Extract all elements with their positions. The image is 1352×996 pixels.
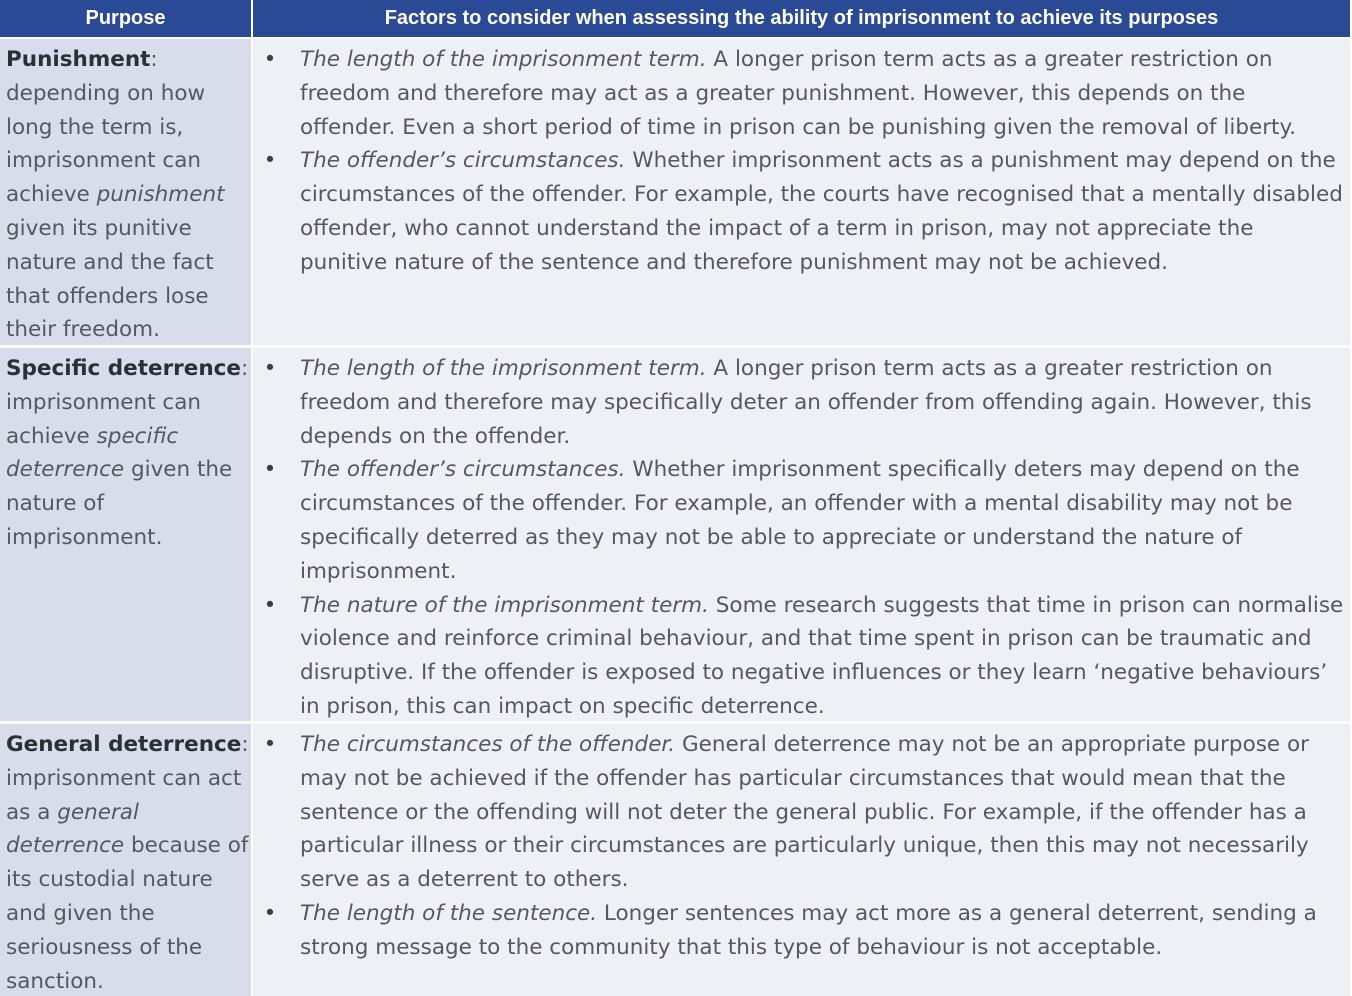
factor-list [253, 728, 1344, 965]
bullet-icon: • [263, 592, 277, 618]
factor-lead: The length of the imprisonment term. [300, 47, 707, 72]
factor-list [253, 43, 1344, 280]
bullet-icon: • [263, 900, 277, 926]
factor-item [253, 728, 1344, 897]
bullet-icon: • [263, 732, 277, 757]
purpose-title: Punishment [6, 47, 151, 72]
factor-lead: The offender’s circumstances. [300, 148, 626, 174]
factor-lead: The nature of the imprisonment term. [300, 592, 709, 618]
header-purpose: Purpose [0, 0, 251, 37]
header-factors: Factors to consider when assessing the ability of imprisonment to achieve its purposes [253, 0, 1350, 37]
factor-list [253, 352, 1344, 721]
factor-item [253, 352, 1344, 453]
purpose-desc-end: given its punitive nature and the fact that offenders lose their freedom. [6, 215, 214, 343]
bullet-icon: • [263, 356, 277, 381]
factor-item [253, 43, 1344, 144]
factor-item [253, 453, 1344, 588]
purpose-title: General deterrence [6, 732, 242, 757]
factor-item [253, 897, 1344, 965]
purpose-cell-punishment [0, 39, 251, 345]
purpose-title-colon: : [241, 732, 249, 757]
purpose-desc-emphasis: specific deterrence [6, 423, 179, 483]
factor-text: Whether imprisonment acts as a punishment may depend on the circumstances of the offender. For example, the courts have recognised that a mentally disabled offender, who cannot understand the impact of a term in prison, may not appreciate the punitive nature of the sentence and therefore punishment may not be achieved. [300, 148, 1343, 275]
factors-cell-general-deterrence [253, 724, 1350, 996]
factor-lead: The length of the imprisonment term. [300, 356, 707, 381]
purpose-desc-end: given the nature of imprisonment. [6, 457, 233, 550]
purpose-title-colon: : [241, 356, 249, 381]
purpose-desc-end: because of its custodial nature and given the seriousness of the sanction. [6, 833, 249, 994]
bullet-icon: • [263, 47, 277, 72]
factor-item [253, 144, 1344, 279]
factor-lead: The length of the sentence. [300, 900, 598, 926]
factor-text: A longer prison term acts as a greater restriction on freedom and therefore may act as a greater punishment. However, this depends on the offender. Even a short period of time in prison can be punishing given the removal of liberty. [300, 47, 1296, 140]
factor-lead: The offender’s circumstances. [300, 457, 626, 483]
factor-text: Whether imprisonment specifically deters may depend on the circumstances of the offender. For example, an offender with a mental disability may not be specifically deterred as they may not be able to appreciate or understand the nature of imprisonment. [300, 457, 1300, 584]
factor-item [253, 589, 1344, 721]
factors-cell-specific-deterrence [253, 348, 1350, 721]
factor-lead: The circumstances of the offender. [300, 732, 676, 757]
factors-cell-punishment [253, 39, 1350, 345]
factor-text: Longer sentences may act more as a general deterrent, sending a strong message to the community that this type of behaviour is not acceptable. [300, 900, 1317, 960]
factor-text: General deterrence may not be an appropriate purpose or may not be achieved if the offender has particular circumstances that would mean that the sentence or the offending will not deter the general public. For example, if the offender has a particular illness or their circumstances are particularly unique, then this may not necessarily serve as a deterrent to others. [300, 732, 1309, 893]
purpose-desc: imprisonment can achieve [6, 389, 202, 449]
factor-text: Some research suggests that time in prison can normalise violence and reinforce criminal behaviour, and that time spent in prison can be traumatic and disruptive. If the offender is exposed to negative influences or they learn ‘negative behaviours’ in prison, this can impact on specific deterrence. [300, 592, 1344, 719]
bullet-icon: • [263, 148, 277, 174]
purpose-cell-specific-deterrence [0, 348, 251, 721]
bullet-icon: • [263, 457, 277, 483]
purpose-cell-general-deterrence [0, 724, 251, 996]
purpose-title: Specific deterrence [6, 356, 241, 381]
purpose-title-colon: : [150, 47, 158, 72]
purpose-desc: imprisonment can act as a [6, 765, 242, 825]
purpose-desc: depending on how long the term is, imprisonment can achieve [6, 80, 206, 208]
purpose-desc-emphasis: general deterrence [6, 799, 139, 859]
factor-text: A longer prison term acts as a greater restriction on freedom and therefore may specifically deter an offender from offending again. However, this depends on the offender. [300, 356, 1312, 449]
purpose-desc-emphasis: punishment [96, 182, 225, 208]
